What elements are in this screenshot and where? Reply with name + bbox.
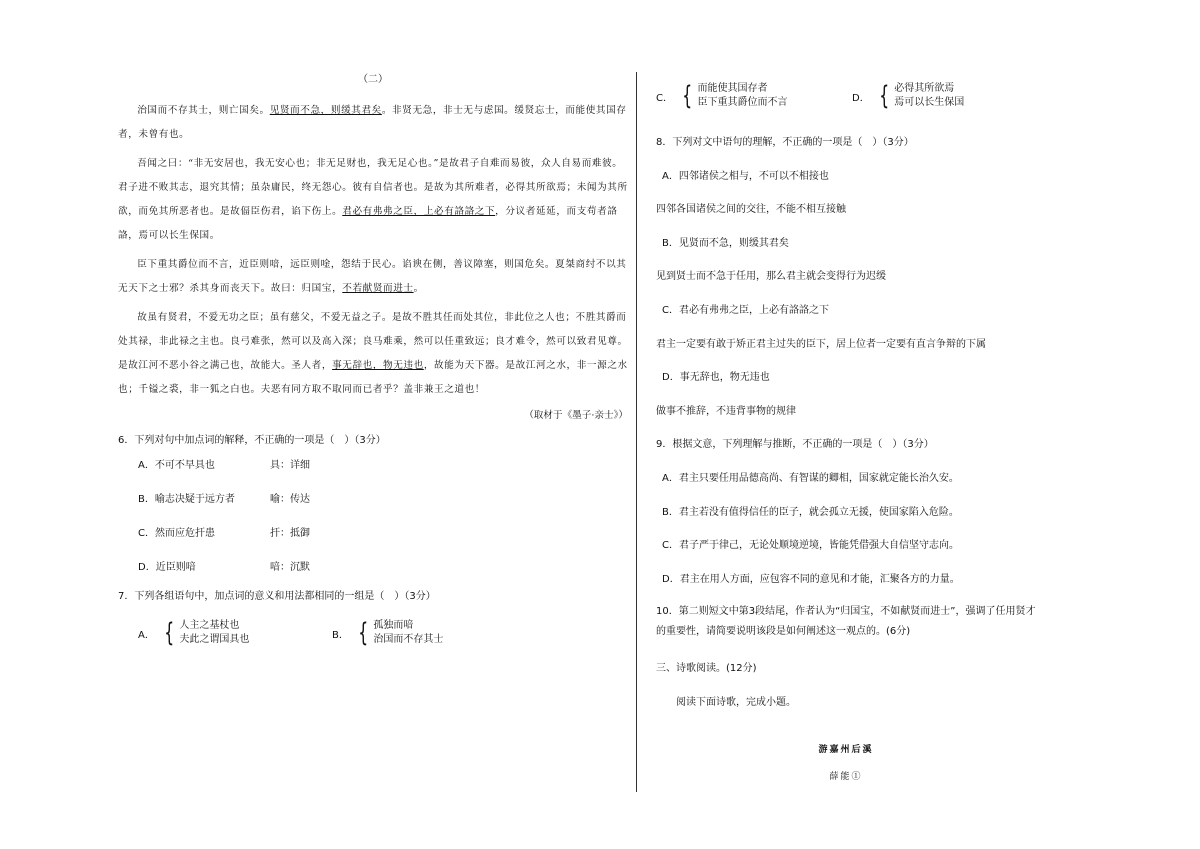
q9-option-a[interactable]: A．君主只要任用品德高尚、有智谋的卿相，国家就定能长治久安。 (662, 472, 959, 484)
section-3-title: 三、诗歌阅读。(12分) (656, 663, 757, 675)
p3-underlined: 不若献贤而进士 (342, 283, 414, 294)
p3-text-b: 。 (413, 283, 424, 294)
q6-c-meaning: 扞：抵御 (270, 528, 310, 539)
p4-underlined: 事无辞也，物无违也 (332, 360, 424, 371)
q6-c-label: C．然而应危扞患 (138, 528, 215, 539)
q6-b-meaning: 喻：传达 (270, 494, 310, 505)
passage-paragraph-1 (118, 99, 628, 147)
q7-option-b[interactable] (332, 619, 443, 647)
q8-d-explanation: 做事不推辞，不违背事物的规律 (656, 405, 796, 417)
poem-author: 薛能① (829, 771, 863, 782)
q7-d-line2: 焉可以长生保国 (894, 97, 965, 108)
section-title: （二） (358, 74, 388, 85)
right-column (656, 78, 1036, 782)
q7-c-line2: 臣下重其爵位而不言 (697, 97, 788, 108)
q7-d-label: D． (852, 92, 870, 104)
brace-icon: { (682, 81, 693, 111)
p2-text-a: 吾闻之曰：“非无安居也，我无安心也；非无足财也，我无足心也。”是故君子自难而易彼，众人自易而难彼。君子进不败其志，退究其情；虽杂庸民，终无怨心。彼有自信者也。是故为其所难者，必得其所欲焉；未闻为其所欲，而免其所恶者也。是故偪臣伤君，谄下伤上。 (118, 158, 628, 217)
reading-instruction: 阅读下面诗歌，完成小题。 (676, 696, 796, 708)
poem-title: 游嘉州后溪 (818, 744, 874, 755)
q8-option-c[interactable]: C．君必有弗弗之臣，上必有詻詻之下 (662, 304, 829, 316)
q8-b-explanation: 见到贤士而不急于任用，那么君主就会变得行为迟缓 (656, 271, 886, 283)
q6-d-label: D．近臣则喑 (138, 562, 196, 573)
p1-underlined: 见贤而不急，则缓其君矣 (269, 105, 382, 116)
q6-a-label: A．不可不早具也 (138, 460, 215, 471)
p2-text-b: ，分议者延延，而支苟者詻詻，焉可以长生保国。 (118, 206, 618, 241)
q6-option-a[interactable] (118, 449, 628, 483)
q7-a-label: A． (138, 629, 155, 641)
p4-text-a: 故虽有贤君，不爱无功之臣；虽有慈父，不爱无益之子。是故不胜其任而处其位，非此位之人也；不胜其爵而处其禄，非此禄之主也。良弓难张，然可以及高入深；良马难乘，然可以任重致远；良才难令，然可以致君见尊。是故江河不恶小谷之满己也，故能大。圣人者， (118, 312, 628, 371)
passage-paragraph-4 (118, 306, 628, 402)
column-divider (636, 72, 637, 792)
q7-b-lines (373, 619, 443, 647)
p1-text-b: 。非贤无急，非士无与虑国。缓贤忘士，而能使其国存者，未曾有也。 (118, 105, 627, 140)
q9-option-c[interactable]: C．君子严于律己，无论处顺境逆境，皆能凭借强大自信坚守志向。 (662, 540, 959, 552)
q9-option-d[interactable]: D．君主在用人方面，应包容不同的意见和才能，汇聚各方的力量。 (662, 573, 960, 585)
q6-option-b[interactable] (118, 483, 628, 517)
question-9-stem: 9．根据文意，下列理解与推断，不正确的一项是（ ）（3分） (656, 439, 934, 451)
question-6-stem: 6．下列对句中加点词的解释，不正确的一项是（ ）（3分） (118, 435, 386, 446)
q6-option-c[interactable] (118, 517, 628, 551)
q9-option-b[interactable]: B．君主若没有值得信任的臣子，就会孤立无援，使国家陷入危险。 (662, 506, 959, 518)
q6-b-label: B．喻志决疑于远方者 (138, 494, 235, 505)
q6-option-d[interactable] (118, 551, 628, 585)
brace-icon: { (879, 81, 889, 111)
q8-option-a[interactable]: A．四邻诸侯之相与，不可以不相接也 (662, 170, 829, 182)
q7-option-c[interactable] (656, 82, 852, 110)
q8-option-b[interactable]: B．见贤而不急，则缓其君矣 (662, 237, 789, 249)
q7-b-line2: 治国而不存其士 (373, 634, 444, 645)
q7-option-d[interactable] (852, 82, 964, 110)
left-column (118, 70, 628, 651)
q7-a-line1: 人主之基杖也 (179, 620, 240, 631)
p3-text-a: 臣下重其爵位而不言，近臣则喑，远臣则唫，怨结于民心。谄谀在侧，善议障塞，则国危矣。夏桀商纣不以其无天下之士邪？杀其身而丧天下。故曰：归国宝， (118, 259, 627, 294)
p4-text-b: ，故能为天下器。是故江河之水，非一源之水也；千镒之裘，非一狐之白也。夫恶有同方取不取同而已者乎？盖非兼王之道也！ (118, 360, 628, 395)
passage-source: （取材于《墨子·亲士》） (524, 410, 628, 421)
q8-option-d[interactable]: D．事无辞也，物无违也 (662, 372, 770, 384)
question-7-stem: 7．下列各组语句中，加点词的意义和用法都相同的一组是（ ）（3分） (118, 591, 436, 602)
q7-c-label: C． (656, 92, 673, 104)
q7-b-line1: 孤独而喑 (373, 620, 414, 631)
q7-a-line2: 夫此之谓国具也 (179, 634, 250, 645)
p2-underlined: 君必有弗弗之臣，上必有詻詻之下 (342, 206, 496, 217)
brace-icon: { (358, 618, 369, 648)
question-8-stem: 8．下列对文中语句的理解，不正确的一项是（ ）（3分） (656, 137, 914, 148)
q6-d-meaning: 喑：沉默 (270, 562, 310, 573)
q7-option-a[interactable] (138, 619, 332, 647)
p1-text-a: 治国而不存其士，则亡国矣。 (137, 105, 270, 116)
q7-a-lines (179, 619, 249, 647)
passage-paragraph-2 (118, 152, 628, 248)
q7-c-lines (698, 82, 788, 110)
question-10: 10．第二则短文中第3段结尾，作者认为“归国宝，不如献贤而进士”，强调了任用贤才的重要性，请简要说明该段是如何阐述这一观点的。(6分) (656, 606, 1036, 638)
q6-a-meaning: 具：详细 (270, 460, 310, 471)
q7-options-cd (656, 78, 1036, 114)
q7-d-line1: 必得其所欲焉 (894, 83, 955, 94)
q7-c-line1: 而能使其国存者 (697, 83, 768, 94)
q7-d-lines (894, 82, 964, 110)
q7-options-ab (118, 615, 628, 651)
brace-icon: { (164, 618, 175, 648)
q7-b-label: B． (332, 629, 349, 641)
q8-a-explanation: 四邻各国诸侯之间的交往，不能不相互接触 (656, 204, 846, 216)
passage-paragraph-3 (118, 253, 628, 301)
q8-c-explanation: 君主一定要有敢于矫正君主过失的臣下，居上位者一定要有直言争辩的下属 (656, 338, 986, 350)
